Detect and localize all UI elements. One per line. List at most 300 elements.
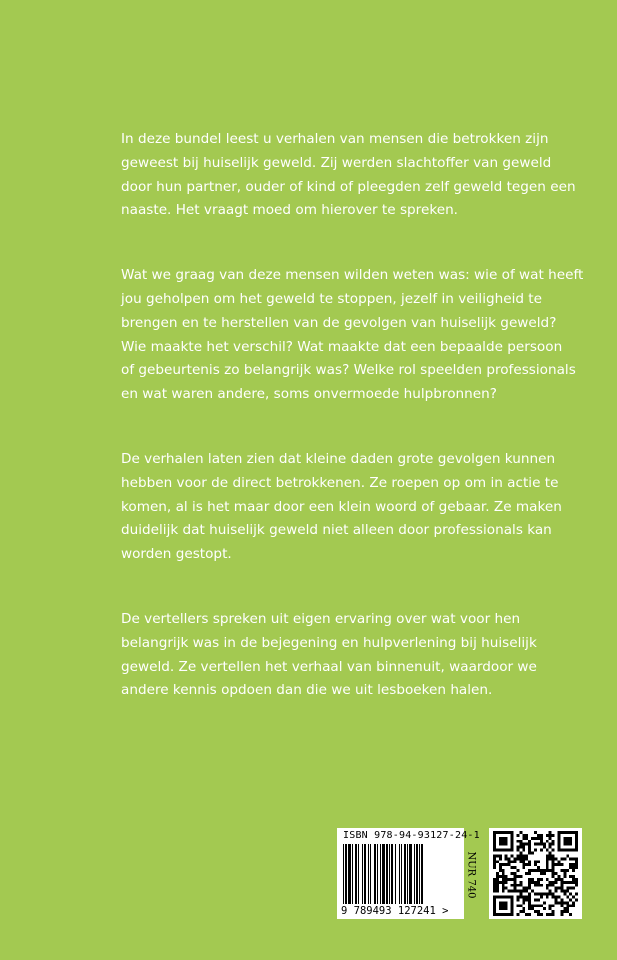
qr-module xyxy=(557,831,560,834)
qr-module xyxy=(516,890,519,893)
qr-module xyxy=(540,884,543,887)
qr-module xyxy=(560,878,563,881)
qr-module xyxy=(519,860,522,863)
qr-module xyxy=(537,910,540,913)
qr-module xyxy=(566,831,569,834)
qr-module xyxy=(516,834,519,837)
qr-module xyxy=(563,840,566,843)
qr-module xyxy=(528,901,531,904)
qr-module xyxy=(552,881,555,884)
qr-module xyxy=(557,901,560,904)
qr-module xyxy=(528,863,531,866)
qr-module xyxy=(540,904,543,907)
qr-module xyxy=(499,895,502,898)
qr-module xyxy=(546,878,549,881)
qr-module xyxy=(552,884,555,887)
qr-module xyxy=(546,834,549,837)
qr-module xyxy=(493,884,496,887)
qr-module xyxy=(540,840,543,843)
qr-module xyxy=(552,849,555,852)
qr-module xyxy=(572,895,575,898)
qr-module xyxy=(555,890,558,893)
qr-module xyxy=(560,887,563,890)
qr-module xyxy=(552,872,555,875)
qr-module xyxy=(537,893,540,896)
qr-module xyxy=(511,849,514,852)
qr-module xyxy=(546,840,549,843)
barcode-bars xyxy=(343,844,457,904)
qr-module xyxy=(522,849,525,852)
barcode-bar xyxy=(419,844,420,904)
qr-module xyxy=(514,878,517,881)
qr-module xyxy=(566,907,569,910)
qr-module xyxy=(499,849,502,852)
qr-module xyxy=(522,857,525,860)
barcode-bar xyxy=(380,844,381,904)
qr-module xyxy=(557,846,560,849)
qr-module xyxy=(557,860,560,863)
blurb-line: duidelijk dat huiselijk geweld niet alleen door professionals kan xyxy=(121,522,552,539)
qr-module xyxy=(519,881,522,884)
qr-module xyxy=(505,913,508,916)
qr-module xyxy=(537,904,540,907)
qr-module xyxy=(528,840,531,843)
qr-module xyxy=(522,834,525,837)
barcode-bar xyxy=(399,844,400,904)
qr-module xyxy=(511,913,514,916)
qr-module xyxy=(540,843,543,846)
qr-module xyxy=(525,872,528,875)
qr-module xyxy=(505,840,508,843)
blurb-paragraph-2 xyxy=(121,264,584,407)
qr-module xyxy=(496,854,499,857)
qr-module xyxy=(549,852,552,855)
qr-module xyxy=(505,857,508,860)
qr-module xyxy=(552,860,555,863)
qr-module xyxy=(569,913,572,916)
qr-module xyxy=(493,898,496,901)
qr-module xyxy=(511,866,514,869)
qr-module xyxy=(560,884,563,887)
qr-module xyxy=(519,875,522,878)
qr-code-icon xyxy=(493,831,578,916)
qr-module xyxy=(546,854,549,857)
qr-module xyxy=(575,878,578,881)
qr-module xyxy=(537,869,540,872)
qr-module xyxy=(493,904,496,907)
qr-module xyxy=(511,904,514,907)
qr-module xyxy=(557,887,560,890)
barcode-bar xyxy=(370,844,371,904)
qr-module xyxy=(519,857,522,860)
qr-module xyxy=(519,910,522,913)
qr-module xyxy=(505,887,508,890)
qr-module xyxy=(525,837,528,840)
qr-module xyxy=(493,887,496,890)
qr-module xyxy=(514,887,517,890)
qr-module xyxy=(516,913,519,916)
barcode-bar xyxy=(391,844,393,904)
qr-module xyxy=(552,869,555,872)
qr-module xyxy=(493,881,496,884)
qr-module xyxy=(511,831,514,834)
qr-module xyxy=(555,881,558,884)
barcode-bar xyxy=(374,844,376,904)
qr-module xyxy=(534,843,537,846)
qr-module xyxy=(522,910,525,913)
barcode-bar xyxy=(364,844,366,904)
qr-module xyxy=(502,872,505,875)
qr-module xyxy=(566,840,569,843)
qr-module xyxy=(540,869,543,872)
barcode-bar xyxy=(401,844,402,904)
qr-module xyxy=(569,857,572,860)
qr-module xyxy=(516,854,519,857)
qr-module xyxy=(563,849,566,852)
qr-module xyxy=(514,860,517,863)
qr-module xyxy=(560,849,563,852)
qr-module xyxy=(496,887,499,890)
qr-module xyxy=(572,866,575,869)
qr-module xyxy=(549,890,552,893)
qr-module xyxy=(505,837,508,840)
qr-module xyxy=(557,843,560,846)
qr-module xyxy=(493,854,496,857)
blurb-line: De verhalen laten zien dat kleine daden grote gevolgen kunnen xyxy=(121,450,556,467)
qr-module xyxy=(519,840,522,843)
qr-module xyxy=(563,857,566,860)
qr-module xyxy=(502,913,505,916)
qr-module xyxy=(543,872,546,875)
qr-module xyxy=(502,907,505,910)
qr-module xyxy=(572,863,575,866)
nur-code: NUR 740 xyxy=(465,851,477,899)
qr-module xyxy=(508,913,511,916)
blurb-line: brengen en te herstellen van de gevolgen van huiselijk geweld? xyxy=(121,314,557,331)
qr-module xyxy=(493,849,496,852)
qr-module xyxy=(575,863,578,866)
blurb-line: geweld. Ze vertellen het verhaal van binnenuit, waardoor we xyxy=(121,658,537,675)
qr-module xyxy=(549,846,552,849)
qr-module xyxy=(537,843,540,846)
qr-module xyxy=(516,849,519,852)
qr-module xyxy=(496,849,499,852)
qr-module xyxy=(505,907,508,910)
qr-module xyxy=(496,884,499,887)
qr-module xyxy=(560,857,563,860)
qr-module xyxy=(537,884,540,887)
qr-module xyxy=(499,875,502,878)
qr-module xyxy=(557,875,560,878)
qr-module xyxy=(514,866,517,869)
qr-module xyxy=(511,843,514,846)
qr-module xyxy=(572,869,575,872)
qr-module xyxy=(537,866,540,869)
blurb-line: Wie maakte het verschil? Wat maakte dat een bepaalde persoon xyxy=(121,338,563,355)
qr-module xyxy=(534,831,537,834)
qr-module xyxy=(502,875,505,878)
blurb-paragraph-1 xyxy=(121,128,576,223)
qr-module xyxy=(557,834,560,837)
qr-module xyxy=(511,872,514,875)
qr-module xyxy=(546,866,549,869)
qr-module xyxy=(505,881,508,884)
qr-module xyxy=(493,878,496,881)
blurb-paragraph-3 xyxy=(121,448,561,567)
qr-module xyxy=(569,893,572,896)
qr-module xyxy=(525,854,528,857)
qr-module xyxy=(572,875,575,878)
blurb-line: Wat we graag van deze mensen wilden weten was: wie of wat heeft xyxy=(121,267,584,284)
qr-module xyxy=(499,854,502,857)
qr-module xyxy=(560,898,563,901)
barcode-digits: 9 789493 127241 > xyxy=(341,905,449,917)
barcode-bar xyxy=(404,844,406,904)
qr-module xyxy=(522,890,525,893)
qr-module xyxy=(511,910,514,913)
qr-module xyxy=(552,854,555,857)
qr-module xyxy=(540,895,543,898)
back-cover-blurb xyxy=(121,128,584,744)
qr-module xyxy=(563,901,566,904)
blurb-line: worden gestopt. xyxy=(121,546,232,563)
qr-module xyxy=(560,913,563,916)
qr-module xyxy=(546,869,549,872)
qr-module xyxy=(563,910,566,913)
qr-module xyxy=(496,831,499,834)
qr-module xyxy=(569,837,572,840)
qr-module xyxy=(549,904,552,907)
qr-module xyxy=(572,881,575,884)
qr-module xyxy=(546,860,549,863)
qr-module xyxy=(493,895,496,898)
qr-module xyxy=(537,913,540,916)
qr-module xyxy=(534,869,537,872)
qr-module xyxy=(519,854,522,857)
qr-module xyxy=(525,890,528,893)
qr-module xyxy=(522,866,525,869)
qr-module xyxy=(511,860,514,863)
qr-module xyxy=(508,863,511,866)
barcode-bar xyxy=(395,844,396,904)
qr-module xyxy=(537,860,540,863)
qr-module xyxy=(546,895,549,898)
qr-module xyxy=(537,881,540,884)
qr-module xyxy=(528,860,531,863)
qr-module xyxy=(566,837,569,840)
qr-module xyxy=(511,884,514,887)
qr-module xyxy=(511,840,514,843)
barcode-bar xyxy=(421,844,423,904)
qr-module xyxy=(560,890,563,893)
qr-module xyxy=(543,893,546,896)
qr-module xyxy=(566,881,569,884)
blurb-line: of gebeurtenis zo belangrijk was? Welke rol speelden professionals xyxy=(121,362,576,379)
qr-module xyxy=(519,884,522,887)
qr-module xyxy=(508,878,511,881)
qr-module xyxy=(549,869,552,872)
qr-module xyxy=(563,869,566,872)
qr-module xyxy=(566,910,569,913)
qr-module xyxy=(575,846,578,849)
qr-module xyxy=(496,895,499,898)
qr-module xyxy=(502,904,505,907)
qr-module xyxy=(505,904,508,907)
qr-module xyxy=(531,904,534,907)
qr-module xyxy=(549,857,552,860)
qr-module xyxy=(549,831,552,834)
qr-module xyxy=(563,881,566,884)
qr-module xyxy=(525,898,528,901)
barcode-bar xyxy=(345,844,347,904)
qr-module xyxy=(499,863,502,866)
qr-module xyxy=(531,837,534,840)
qr-module xyxy=(511,895,514,898)
qr-module xyxy=(525,895,528,898)
barcode-bar xyxy=(414,844,415,904)
qr-module xyxy=(534,884,537,887)
qr-module xyxy=(569,843,572,846)
isbn-label: ISBN 978-94-93127-24-1 xyxy=(343,830,480,841)
qr-module xyxy=(540,837,543,840)
blurb-line: komen, al is het maar door een klein woord of gebaar. Ze maken xyxy=(121,498,562,515)
qr-module xyxy=(528,884,531,887)
qr-module xyxy=(505,849,508,852)
qr-module xyxy=(575,849,578,852)
qr-module xyxy=(552,834,555,837)
qr-module xyxy=(569,863,572,866)
qr-module xyxy=(560,863,563,866)
qr-module xyxy=(528,904,531,907)
qr-module xyxy=(569,840,572,843)
qr-module xyxy=(502,901,505,904)
qr-module xyxy=(566,843,569,846)
qr-module xyxy=(493,866,496,869)
barcode-bar xyxy=(362,844,363,904)
qr-module xyxy=(534,863,537,866)
qr-module xyxy=(534,893,537,896)
qr-module xyxy=(505,854,508,857)
barcode-bar xyxy=(389,844,390,904)
qr-module xyxy=(525,843,528,846)
qr-module xyxy=(519,846,522,849)
qr-module xyxy=(566,849,569,852)
qr-module xyxy=(569,898,572,901)
qr-module xyxy=(552,863,555,866)
qr-module xyxy=(519,843,522,846)
qr-module xyxy=(557,895,560,898)
qr-module xyxy=(502,895,505,898)
qr-module xyxy=(508,895,511,898)
qr-module xyxy=(516,898,519,901)
qr-module xyxy=(499,840,502,843)
qr-module xyxy=(549,881,552,884)
qr-module xyxy=(528,893,531,896)
qr-module xyxy=(546,893,549,896)
qr-module xyxy=(502,881,505,884)
blurb-line: door hun partner, ouder of kind of pleegden zelf geweld tegen een xyxy=(121,178,576,195)
qr-module xyxy=(552,866,555,869)
barcode-bar xyxy=(352,844,353,904)
qr-module xyxy=(552,840,555,843)
qr-module xyxy=(522,846,525,849)
qr-module xyxy=(496,875,499,878)
qr-module xyxy=(505,875,508,878)
qr-module xyxy=(566,869,569,872)
qr-module xyxy=(519,831,522,834)
qr-module xyxy=(505,895,508,898)
qr-module xyxy=(549,834,552,837)
qr-module xyxy=(528,878,531,881)
qr-module xyxy=(572,849,575,852)
qr-module xyxy=(537,834,540,837)
qr-module xyxy=(563,843,566,846)
qr-module xyxy=(575,834,578,837)
qr-module xyxy=(546,849,549,852)
qr-module xyxy=(540,913,543,916)
qr-module xyxy=(572,857,575,860)
qr-module xyxy=(546,887,549,890)
qr-module xyxy=(519,890,522,893)
barcode-bar xyxy=(409,844,412,904)
qr-module xyxy=(569,831,572,834)
qr-module xyxy=(493,843,496,846)
qr-module xyxy=(493,910,496,913)
qr-module xyxy=(560,904,563,907)
qr-module xyxy=(528,881,531,884)
barcode-bar xyxy=(348,844,351,904)
qr-module xyxy=(534,849,537,852)
qr-module xyxy=(552,910,555,913)
qr-module xyxy=(557,840,560,843)
qr-module xyxy=(546,863,549,866)
qr-module xyxy=(514,890,517,893)
qr-module xyxy=(525,863,528,866)
qr-module xyxy=(528,898,531,901)
qr-module xyxy=(575,898,578,901)
qr-module xyxy=(493,837,496,840)
qr-module xyxy=(496,878,499,881)
qr-module xyxy=(525,834,528,837)
qr-module xyxy=(546,884,549,887)
qr-module xyxy=(534,910,537,913)
qr-module xyxy=(499,837,502,840)
qr-module xyxy=(566,890,569,893)
qr-module xyxy=(522,901,525,904)
qr-module xyxy=(543,869,546,872)
qr-module xyxy=(543,901,546,904)
qr-module xyxy=(569,866,572,869)
qr-module xyxy=(572,901,575,904)
qr-module xyxy=(569,849,572,852)
qr-module xyxy=(493,860,496,863)
qr-module xyxy=(505,831,508,834)
qr-module xyxy=(575,860,578,863)
blurb-line: andere kennis opdoen dan die we uit lesboeken halen. xyxy=(121,682,493,699)
qr-module xyxy=(549,854,552,857)
qr-module xyxy=(502,843,505,846)
barcode-bar xyxy=(382,844,385,904)
qr-module xyxy=(519,904,522,907)
qr-module xyxy=(560,869,563,872)
qr-module xyxy=(516,869,519,872)
qr-module xyxy=(522,843,525,846)
blurb-line: geweest bij huiselijk geweld. Zij werden slachtoffer van geweld xyxy=(121,154,552,171)
qr-module xyxy=(508,831,511,834)
qr-module xyxy=(555,887,558,890)
qr-module xyxy=(493,913,496,916)
qr-module xyxy=(516,875,519,878)
